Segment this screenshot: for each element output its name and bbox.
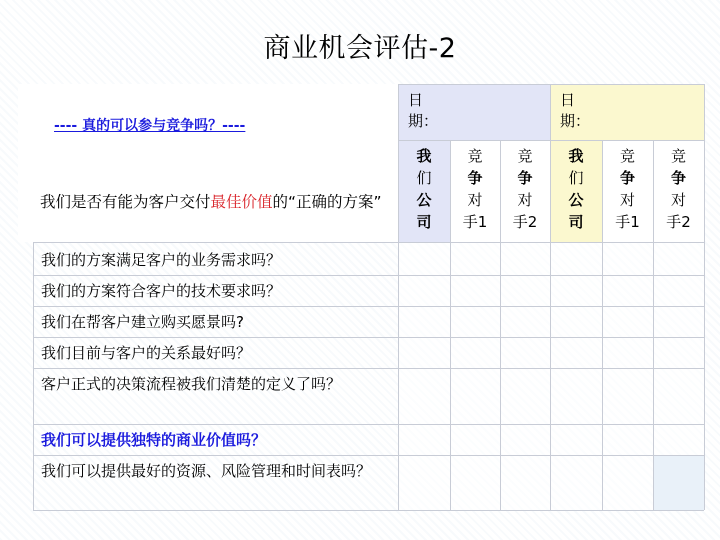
col2-l4: 手1 <box>462 213 488 231</box>
grid-line <box>33 337 704 338</box>
grid-line <box>653 140 654 510</box>
grid-line <box>33 306 704 307</box>
grid-line <box>33 510 704 511</box>
col3-l4: 手2 <box>512 213 538 231</box>
col4-l3: 公 <box>568 191 584 209</box>
grid-line <box>33 368 704 369</box>
col-header-competitor1-b <box>602 140 653 242</box>
col6-l1: 竞 <box>670 147 686 165</box>
deliver-question <box>24 189 396 241</box>
date-label-2: 期： <box>408 112 439 130</box>
grid-line <box>450 140 451 510</box>
question-row-3: 我们在帮客户建立购买愿景吗? <box>41 313 244 331</box>
col1-l4: 司 <box>416 213 432 231</box>
question-row-6: 我们可以提供独特的商业价值吗？ <box>41 431 267 449</box>
col4-l2: 们 <box>568 169 584 187</box>
col-header-our-company-1 <box>398 140 450 242</box>
col2-l3: 对 <box>467 191 483 209</box>
col2-l1: 竞 <box>467 147 483 165</box>
grid-line <box>398 140 704 141</box>
col1-l1: 我 <box>416 147 432 165</box>
col-header-competitor2-a <box>500 140 550 242</box>
question-row-4: 我们目前与客户的关系最好吗？ <box>41 344 252 362</box>
deliver-highlight: 最佳价值 <box>210 193 273 211</box>
date-cell-2[interactable] <box>550 84 704 140</box>
col-header-competitor2-b <box>653 140 704 242</box>
grid-line <box>550 84 551 510</box>
question-row-5: 客户正式的决策流程被我们清楚的定义了吗？ <box>41 375 342 393</box>
question-row-1: 我们的方案满足客户的业务需求吗？ <box>41 251 282 269</box>
col1-l3: 公 <box>416 191 432 209</box>
question-row-2: 我们的方案符合客户的技术要求吗？ <box>41 282 282 300</box>
col3-l1: 竞 <box>517 147 533 165</box>
col6-l3: 对 <box>670 191 686 209</box>
grid-line <box>33 455 704 456</box>
grid-line <box>704 84 705 510</box>
col4-l4: 司 <box>568 213 584 231</box>
grid-line <box>602 140 603 510</box>
col2-l2: 争 <box>467 169 483 187</box>
grid-line <box>500 140 501 510</box>
col6-l4: 手2 <box>666 213 691 231</box>
grid-line <box>33 275 704 276</box>
answer-cell-last[interactable] <box>653 455 704 510</box>
page-title: 商业机会评估-2 <box>263 33 457 64</box>
col-header-our-company-2 <box>550 140 602 242</box>
date-label-1: 日 <box>408 91 424 109</box>
col-header-competitor1-a <box>450 140 500 242</box>
col3-l2: 争 <box>517 169 533 187</box>
col1-l2: 们 <box>416 169 432 187</box>
col5-l1: 竞 <box>619 147 635 165</box>
col5-l2: 争 <box>619 169 635 187</box>
date-label-2b: 期： <box>560 112 591 130</box>
date-label-1b: 日 <box>560 91 576 109</box>
col5-l3: 对 <box>619 191 635 209</box>
grid-line <box>398 84 704 85</box>
grid-line <box>33 424 704 425</box>
col6-l2: 争 <box>670 169 686 187</box>
col3-l3: 对 <box>517 191 533 209</box>
grid-line <box>398 84 399 510</box>
question-row-7: 我们可以提供最好的资源、风险管理和时间表吗？ <box>41 462 372 480</box>
date-cell-1[interactable] <box>398 84 550 140</box>
grid-line <box>33 242 704 243</box>
col4-l1: 我 <box>568 147 584 165</box>
deliver-prefix: 我们是否有能为客户交付 <box>40 193 211 211</box>
col5-l4: 手1 <box>615 213 640 231</box>
grid-line <box>33 242 34 510</box>
deliver-suffix: 的“正确的方案” <box>272 193 382 211</box>
headline: ---- 真的可以参与竞争吗？---- <box>54 118 246 134</box>
